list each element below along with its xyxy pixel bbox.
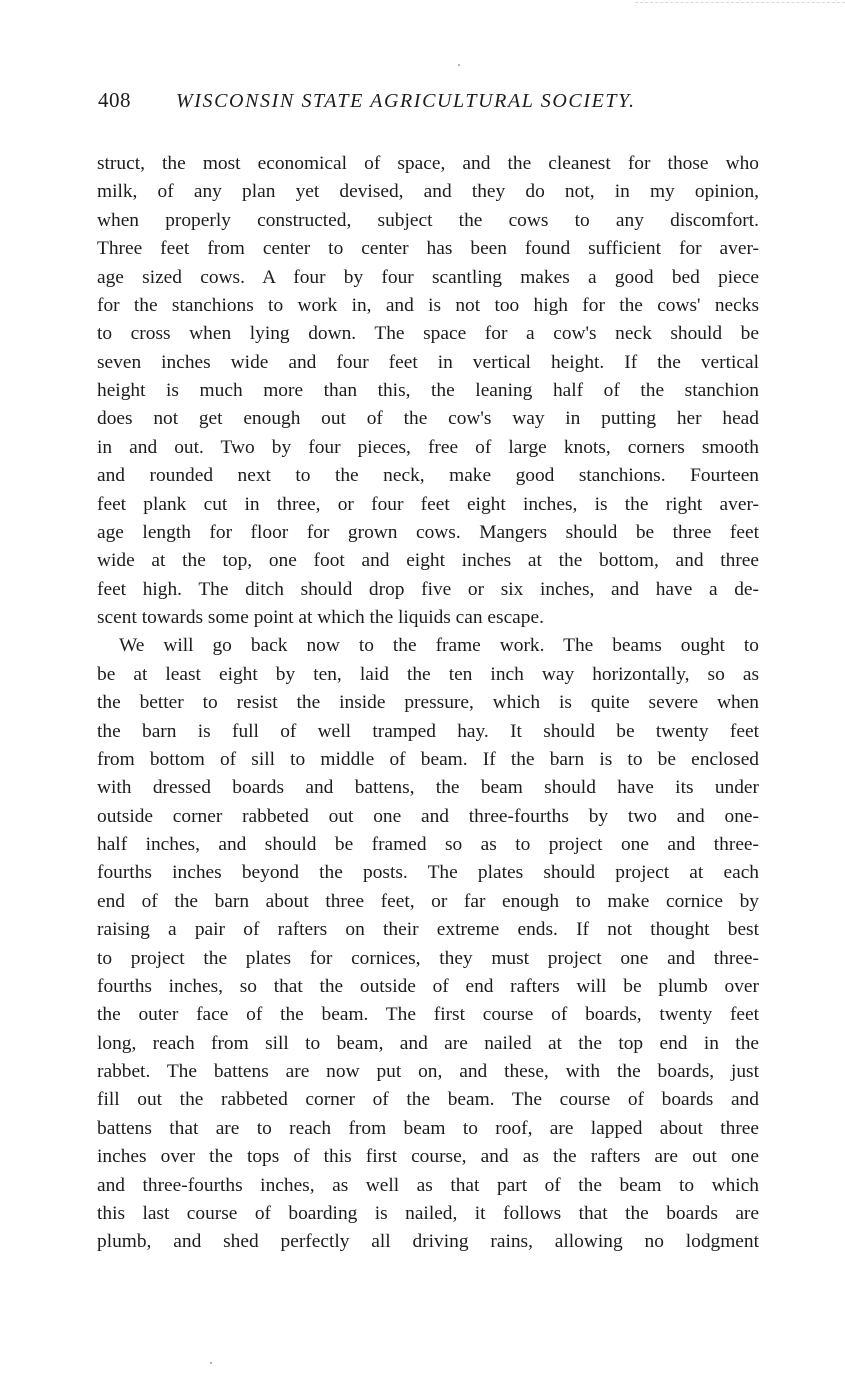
- scan-edge-mark: [635, 2, 845, 4]
- text-line: age length for floor for grown cows. Mangers should be three feet: [97, 521, 759, 543]
- paragraph: [97, 150, 759, 632]
- text-line: this last course of boarding is nailed, it follows that the boards are: [97, 1202, 759, 1224]
- text-line: the barn is full of well tramped hay. It should be twenty feet: [97, 720, 759, 742]
- text-line: scent towards some point at which the liquids can escape.: [97, 607, 544, 628]
- body-text: [97, 150, 759, 1257]
- page-header: [98, 88, 758, 128]
- text-line: when properly constructed, subject the cows to any discomfort.: [97, 209, 759, 231]
- text-line: half inches, and should be framed so as to project one and three-: [97, 834, 759, 855]
- text-line: We will go back now to the frame work. The beams ought to: [119, 635, 759, 657]
- text-line: in and out. Two by four pieces, free of large knots, corners smooth: [97, 436, 759, 458]
- text-line: and three-fourths inches, as well as that part of the beam to which: [97, 1174, 759, 1196]
- text-line: the outer face of the beam. The first course of boards, twenty feet: [97, 1004, 759, 1026]
- text-line: fourths inches, so that the outside of end rafters will be plumb over: [97, 975, 759, 997]
- text-line: the better to resist the inside pressure, which is quite severe when: [97, 692, 759, 714]
- text-line: wide at the top, one foot and eight inches at the bottom, and three: [97, 550, 759, 572]
- running-title: WISCONSIN STATE AGRICULTURAL SOCIETY.: [176, 90, 636, 112]
- text-line: for the stanchions to work in, and is not too high for the cows' necks: [97, 294, 759, 316]
- text-line: inches over the tops of this first course, and as the rafters are out one: [97, 1146, 759, 1168]
- text-line: does not get enough out of the cow's way in putting her head: [97, 408, 759, 430]
- text-line: be at least eight by ten, laid the ten inch way horizontally, so as: [97, 663, 759, 685]
- text-line: height is much more than this, the leaning half of the stanchion: [97, 380, 759, 401]
- text-line: seven inches wide and four feet in vertical height. If the vertical: [97, 351, 759, 373]
- text-line: age sized cows. A four by four scantling makes a good bed piece: [97, 266, 759, 288]
- text-line: and rounded next to the neck, make good stanchions. Fourteen: [97, 465, 759, 487]
- scan-speck: [210, 1362, 212, 1364]
- text-line: to project the plates for cornices, they must project one and three-: [97, 947, 759, 969]
- text-line: feet plank cut in three, or four feet eight inches, is the right aver-: [97, 493, 759, 515]
- text-line: Three feet from center to center has been found sufficient for aver-: [97, 238, 759, 260]
- paragraph: [97, 632, 759, 1256]
- text-line: struct, the most economical of space, and the cleanest for those who: [97, 153, 759, 174]
- text-line: fill out the rabbeted corner of the beam. The course of boards and: [97, 1089, 759, 1111]
- text-line: with dressed boards and battens, the beam should have its under: [97, 777, 759, 799]
- text-line: milk, of any plan yet devised, and they do not, in my opinion,: [97, 181, 759, 203]
- text-line: long, reach from sill to beam, and are nailed at the top end in the: [97, 1032, 759, 1054]
- text-line: raising a pair of rafters on their extreme ends. If not thought best: [97, 919, 759, 941]
- scan-speck: [458, 64, 460, 66]
- text-line: from bottom of sill to middle of beam. If the barn is to be enclosed: [97, 748, 759, 770]
- text-line: rabbet. The battens are now put on, and these, with the boards, just: [97, 1061, 759, 1082]
- text-line: fourths inches beyond the posts. The plates should project at each: [97, 862, 759, 884]
- text-line: end of the barn about three feet, or far enough to make cornice by: [97, 890, 759, 912]
- page-number: 408: [98, 88, 131, 112]
- text-line: plumb, and shed perfectly all driving rains, allowing no lodgment: [97, 1231, 759, 1253]
- text-line: feet high. The ditch should drop five or six inches, and have a de-: [97, 578, 759, 600]
- text-line: outside corner rabbeted out one and three-fourths by two and one-: [97, 805, 759, 827]
- text-line: battens that are to reach from beam to roof, are lapped about three: [97, 1117, 759, 1139]
- text-line: to cross when lying down. The space for a cow's neck should be: [97, 323, 759, 345]
